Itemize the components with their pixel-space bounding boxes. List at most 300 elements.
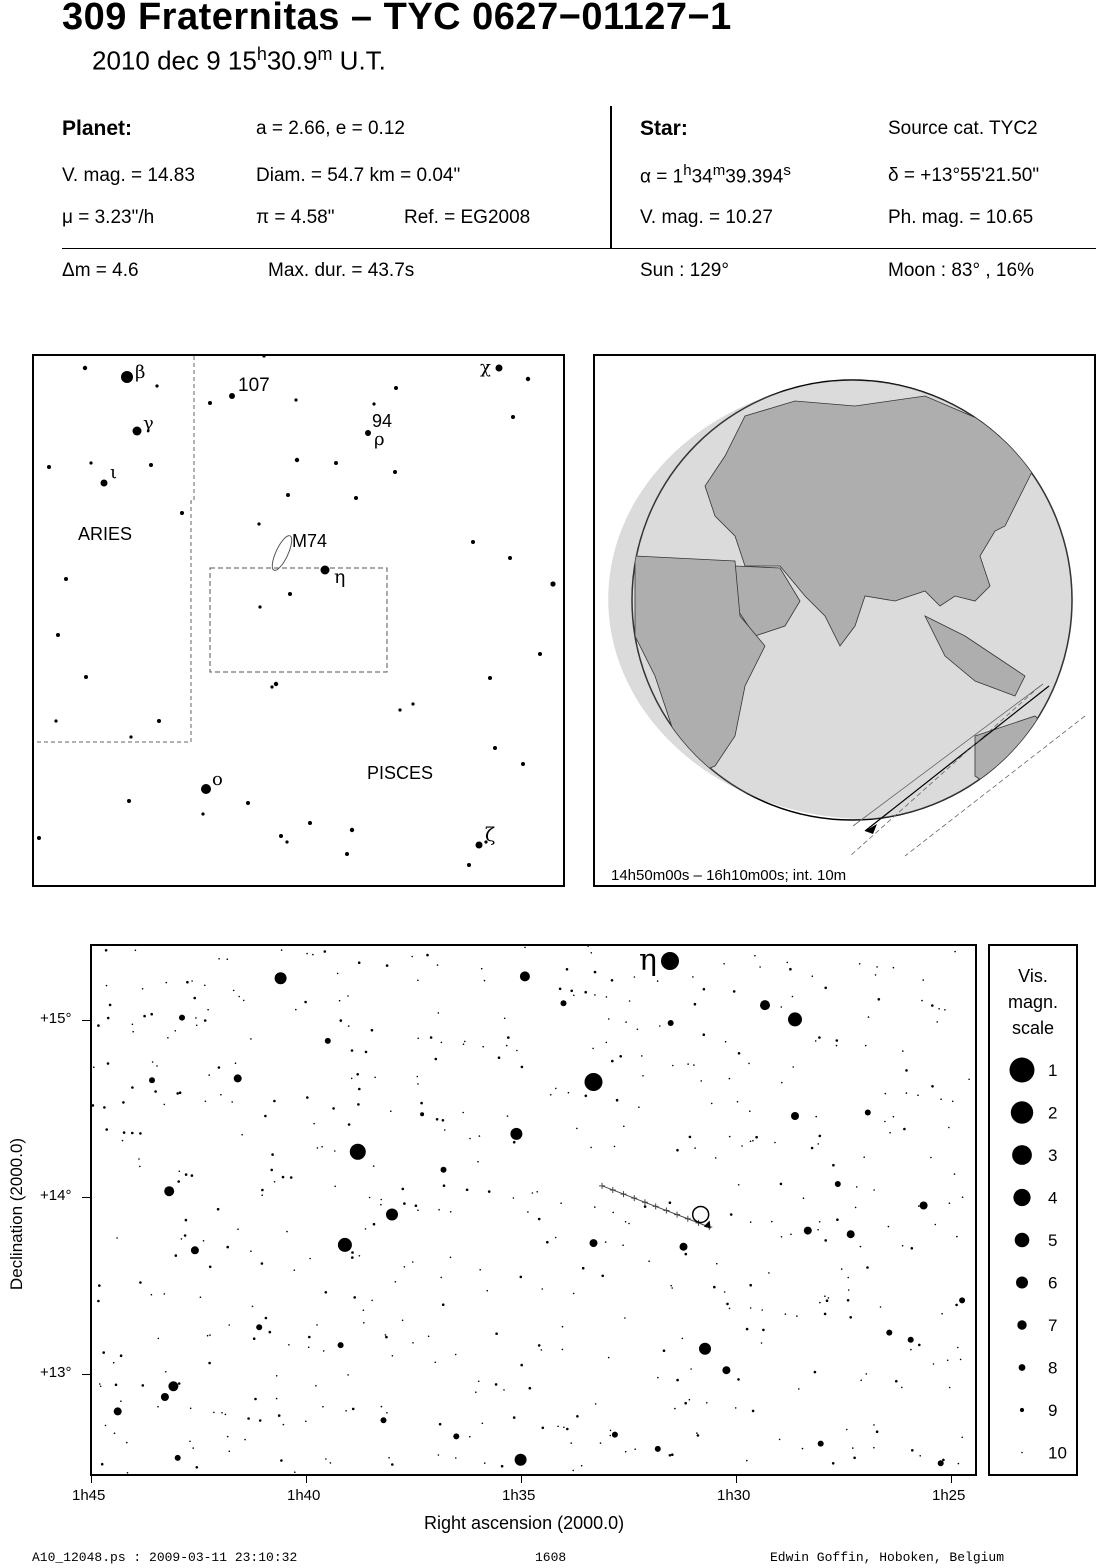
faint-star — [207, 1009, 209, 1011]
faint-star — [824, 987, 827, 990]
xtick-1h30: 1h30 — [717, 1487, 751, 1504]
faint-star — [814, 1371, 817, 1374]
legend-dot — [1021, 1452, 1023, 1454]
faint-star — [811, 1147, 814, 1150]
faint-star — [479, 1269, 481, 1271]
faint-star — [746, 1328, 749, 1331]
faint-star — [482, 1423, 484, 1425]
faint-star — [209, 1334, 211, 1336]
faint-star — [715, 1157, 717, 1159]
faint-star — [624, 1317, 626, 1319]
faint-star — [792, 996, 794, 998]
faint-star — [938, 1008, 940, 1010]
legend-label: 8 — [1048, 1358, 1058, 1378]
faint-star — [572, 1470, 574, 1472]
faint-star — [849, 1316, 852, 1319]
faint-star — [876, 1430, 879, 1433]
faint-star — [241, 1134, 243, 1136]
chart-star — [338, 1238, 352, 1252]
faint-star — [792, 1066, 794, 1068]
legend-dot — [1020, 1408, 1024, 1412]
faint-star — [902, 1245, 904, 1247]
faint-star — [484, 980, 486, 982]
label-m74: M74 — [292, 531, 328, 551]
chart-star — [175, 1455, 181, 1461]
track-tick — [663, 1208, 669, 1214]
faint-star — [905, 1069, 908, 1072]
header-rule — [62, 248, 1096, 249]
faint-star — [220, 1094, 222, 1096]
faint-star — [208, 1362, 211, 1365]
faint-star — [560, 1202, 562, 1204]
faint-star — [779, 1439, 781, 1441]
faint-star — [936, 1021, 938, 1023]
faint-star — [532, 1192, 534, 1194]
faint-star — [541, 1349, 543, 1351]
faint-star — [440, 1277, 442, 1279]
faint-star — [910, 1349, 912, 1351]
faint-star — [386, 1412, 388, 1414]
faint-star — [729, 1078, 731, 1080]
faint-star — [625, 1021, 627, 1023]
faint-star — [365, 1051, 368, 1054]
faint-star — [585, 1095, 588, 1098]
finder-chart — [34, 356, 563, 885]
faint-star — [901, 1387, 903, 1389]
faint-star — [961, 1437, 963, 1439]
faint-star — [587, 946, 589, 947]
faint-star — [139, 1132, 142, 1135]
faint-star — [235, 1062, 237, 1064]
track-tick — [599, 1183, 605, 1189]
faint-star — [527, 1211, 529, 1213]
chart-star — [338, 1342, 344, 1348]
track-tick — [621, 1191, 627, 1197]
chart-star — [234, 1074, 242, 1082]
faint-star — [781, 1082, 783, 1084]
faint-star — [437, 964, 439, 966]
faint-star — [703, 1033, 706, 1036]
faint-star — [120, 1354, 123, 1357]
faint-star — [752, 1410, 755, 1413]
faint-star — [594, 971, 597, 974]
alpha-minutes: 34 — [691, 166, 713, 188]
faint-star — [351, 1256, 354, 1259]
faint-star — [185, 1173, 188, 1176]
faint-star — [828, 1297, 830, 1299]
faint-star — [196, 1466, 199, 1469]
faint-star — [625, 1451, 627, 1453]
faint-star — [269, 1331, 272, 1334]
faint-star — [931, 1004, 934, 1007]
faint-star — [550, 1094, 552, 1096]
page-title: 309 Fraternitas – TYC 0627−01127−1 — [62, 0, 732, 38]
faint-star — [781, 1236, 783, 1238]
faint-star — [659, 1025, 661, 1027]
faint-star — [634, 976, 636, 978]
faint-star — [138, 1158, 140, 1160]
faint-star — [166, 982, 168, 984]
planet-motion: μ = 3.23"/h — [62, 207, 155, 228]
alpha-seconds: 39.394 — [725, 166, 784, 188]
faint-star — [824, 1295, 826, 1297]
faint-star — [192, 1447, 194, 1449]
legend-dot — [1013, 1189, 1030, 1206]
faint-star — [316, 1324, 318, 1326]
faint-star — [253, 1337, 256, 1340]
faint-star — [605, 1241, 607, 1243]
star-chart — [92, 946, 975, 1474]
legend-label: 6 — [1048, 1273, 1058, 1293]
faint-star — [185, 1219, 188, 1222]
faint-star — [334, 1150, 336, 1152]
faint-star — [903, 1128, 906, 1131]
faint-star — [949, 1202, 951, 1204]
faint-star — [317, 1147, 319, 1149]
faint-star — [498, 1056, 501, 1059]
faint-star — [563, 1427, 565, 1429]
alpha-h: h — [683, 162, 692, 179]
faint-star — [373, 1165, 375, 1167]
faint-star — [481, 968, 483, 970]
faint-star — [803, 1197, 805, 1199]
faint-star — [252, 1306, 254, 1308]
star-chart-panel — [90, 944, 977, 1476]
chart-star — [168, 1381, 178, 1391]
chart-star — [191, 1246, 199, 1254]
faint-star — [642, 1075, 644, 1077]
faint-star — [629, 1000, 631, 1002]
faint-star — [417, 980, 419, 982]
asteroid-track — [599, 1183, 712, 1230]
legend-dot — [1016, 1277, 1028, 1289]
faint-star — [114, 1432, 116, 1434]
faint-star — [817, 1229, 819, 1231]
faint-star — [716, 1263, 718, 1265]
legend-dot — [1019, 1364, 1026, 1371]
faint-star — [164, 1293, 166, 1295]
faint-star — [682, 1338, 684, 1340]
faint-star — [363, 1310, 365, 1312]
faint-star — [738, 1052, 741, 1055]
track-tick — [642, 1199, 648, 1205]
faint-star — [546, 1241, 549, 1244]
faint-star — [847, 1277, 849, 1279]
faint-star — [789, 968, 792, 971]
faint-star — [356, 1073, 359, 1076]
alpha-m: m — [712, 162, 726, 179]
max-duration: Max. dur. = 43.7s — [268, 260, 415, 281]
faint-star — [562, 1349, 564, 1351]
faint-star — [726, 1303, 729, 1306]
faint-star — [507, 1036, 510, 1039]
star-alpha — [640, 162, 791, 188]
faint-star — [559, 988, 562, 991]
faint-star — [218, 958, 220, 960]
faint-star — [176, 1092, 179, 1095]
faint-star — [156, 1065, 158, 1067]
legend-dot — [1017, 1320, 1026, 1329]
faint-star — [142, 1384, 145, 1387]
night-side — [608, 380, 1073, 819]
faint-star — [151, 1294, 153, 1296]
faint-star — [570, 1442, 572, 1444]
faint-star — [337, 973, 339, 975]
track-tick — [674, 1212, 680, 1218]
faint-star — [952, 1101, 954, 1103]
faint-star — [152, 1061, 154, 1063]
faint-star — [592, 1048, 594, 1050]
faint-star — [165, 1371, 167, 1373]
faint-star — [570, 990, 573, 993]
faint-star — [610, 1430, 612, 1432]
faint-star — [815, 1040, 817, 1042]
faint-star — [594, 1206, 596, 1208]
faint-star — [521, 1066, 524, 1069]
star-phmag: Ph. mag. = 10.65 — [888, 207, 1034, 228]
faint-star — [648, 1260, 650, 1262]
faint-star — [611, 979, 614, 982]
faint-star — [358, 961, 361, 964]
faint-star — [244, 1439, 246, 1441]
chart-star — [179, 1015, 185, 1021]
faint-star — [478, 1381, 480, 1383]
faint-star — [99, 1383, 101, 1385]
faint-star — [495, 1383, 498, 1386]
faint-star — [179, 1171, 181, 1173]
chart-star — [959, 1297, 965, 1303]
faint-star — [439, 1423, 442, 1426]
faint-star — [676, 1379, 679, 1382]
faint-star — [209, 1266, 212, 1269]
faint-star — [105, 1128, 108, 1131]
faint-star — [191, 1174, 194, 1177]
faint-star — [352, 1408, 355, 1411]
faint-star — [911, 1449, 914, 1452]
faint-star — [479, 1135, 481, 1137]
faint-star — [345, 1410, 347, 1412]
planet-diameter: Diam. = 54.7 km = 0.04" — [256, 165, 461, 186]
faint-star — [404, 1266, 406, 1268]
faint-star — [684, 1402, 687, 1405]
faint-star — [562, 1326, 564, 1328]
faint-star — [417, 1209, 419, 1211]
faint-star — [265, 1317, 268, 1320]
faint-star — [711, 1103, 713, 1105]
chart-star — [668, 1020, 674, 1026]
chart-star — [381, 1417, 387, 1423]
legend-label: 4 — [1048, 1188, 1058, 1208]
faint-star — [97, 1024, 100, 1027]
faint-star — [276, 1375, 278, 1377]
faint-star — [761, 1309, 763, 1311]
footer-page: 1608 — [535, 1550, 567, 1565]
label-107: 107 — [238, 375, 270, 396]
faint-star — [200, 1296, 202, 1298]
faint-star — [195, 1017, 197, 1019]
faint-star — [482, 1046, 484, 1048]
chart-star — [835, 1181, 841, 1187]
faint-star — [105, 949, 108, 952]
faint-star — [812, 975, 814, 977]
faint-star — [309, 1258, 311, 1260]
faint-star — [524, 947, 526, 949]
faint-star — [790, 1234, 792, 1236]
finder-chart-panel — [32, 354, 565, 887]
chart-star-eta — [661, 952, 679, 970]
faint-star — [663, 1349, 666, 1352]
faint-star — [802, 1448, 804, 1450]
faint-star — [750, 1307, 752, 1309]
faint-star — [380, 1199, 382, 1201]
faint-star — [771, 1221, 773, 1223]
chart-star — [791, 1112, 799, 1120]
faint-star — [921, 1000, 923, 1002]
faint-star — [218, 1066, 221, 1069]
faint-star — [942, 1459, 945, 1462]
faint-star — [357, 1103, 360, 1106]
xtick-1h35: 1h35 — [502, 1487, 536, 1504]
faint-star — [351, 1078, 353, 1080]
faint-star — [568, 1092, 570, 1094]
faint-star — [250, 1250, 252, 1252]
faint-star — [193, 997, 196, 1000]
footer-author: Edwin Goffin, Hoboken, Belgium — [770, 1550, 1005, 1565]
legend-label: 3 — [1048, 1146, 1058, 1165]
faint-star — [158, 1338, 160, 1340]
legend-dot — [1010, 1058, 1035, 1083]
faint-star — [841, 1268, 843, 1270]
faint-star — [750, 1141, 752, 1143]
faint-star — [131, 1132, 134, 1135]
faint-star — [520, 1276, 523, 1279]
faint-star — [487, 1290, 489, 1292]
faint-star — [308, 1347, 310, 1349]
faint-star — [191, 980, 193, 982]
faint-star — [304, 1001, 307, 1004]
star-iota — [101, 480, 108, 487]
faint-star — [746, 1460, 748, 1462]
faint-star — [288, 1344, 290, 1346]
faint-star — [97, 1300, 100, 1303]
faint-star — [92, 1104, 94, 1107]
ytick-14: +14° — [40, 1187, 72, 1204]
faint-star — [762, 1329, 765, 1332]
faint-star — [438, 1012, 440, 1014]
faint-star — [956, 1236, 958, 1238]
globe-panel — [593, 354, 1096, 887]
faint-star — [139, 1166, 141, 1168]
faint-star — [441, 1042, 443, 1044]
faint-star — [703, 988, 706, 991]
faint-star — [463, 1043, 465, 1045]
faint-star — [538, 1218, 541, 1221]
faint-star — [674, 1408, 676, 1410]
faint-star — [225, 1414, 227, 1416]
faint-star — [280, 1459, 283, 1462]
chart-star — [699, 1343, 711, 1355]
faint-star — [876, 966, 878, 968]
faint-star — [852, 1447, 854, 1449]
faint-star — [351, 1049, 354, 1052]
chart-star — [655, 1446, 661, 1452]
faint-star — [208, 1074, 210, 1076]
faint-star — [958, 1463, 960, 1465]
faint-star — [606, 996, 608, 998]
ytick-15: +15° — [40, 1010, 72, 1027]
faint-star — [503, 1389, 505, 1391]
faint-star — [109, 1004, 112, 1007]
star-beta — [121, 371, 133, 383]
label-omicron: o — [212, 769, 223, 790]
xtick-1h25: 1h25 — [932, 1487, 966, 1504]
star-source: Source cat. TYC2 — [888, 118, 1038, 139]
faint-star — [369, 1197, 371, 1199]
faint-star — [954, 951, 956, 953]
chart-star — [161, 1393, 169, 1401]
faint-star — [536, 1191, 538, 1193]
faint-star — [226, 1246, 229, 1249]
faint-star — [264, 1115, 267, 1118]
faint-star — [724, 1291, 726, 1293]
faint-star — [353, 1296, 356, 1299]
faint-star — [381, 1406, 383, 1408]
faint-star — [340, 1019, 343, 1022]
faint-star — [608, 1018, 610, 1020]
chart-star — [590, 1239, 598, 1247]
faint-star — [347, 995, 349, 997]
faint-star — [278, 1414, 281, 1417]
faint-star — [520, 1364, 523, 1367]
faint-star — [325, 1458, 327, 1460]
faint-star — [818, 1036, 821, 1039]
faint-star — [484, 1462, 486, 1464]
label-zeta: ζ — [485, 824, 496, 846]
faint-star — [196, 1025, 198, 1027]
faint-star — [625, 1221, 627, 1223]
legend-label: 9 — [1048, 1401, 1058, 1420]
faint-star — [785, 1313, 787, 1315]
faint-star — [941, 1313, 943, 1315]
track-tick — [653, 1203, 659, 1209]
chart-star — [453, 1433, 459, 1439]
faint-star — [866, 1266, 869, 1269]
faint-star — [853, 1457, 856, 1460]
faint-star — [181, 1238, 183, 1240]
chart-star — [325, 1038, 331, 1044]
faint-star — [933, 1363, 935, 1365]
planet-heading: Planet: — [62, 117, 133, 140]
chart-star — [680, 1243, 688, 1251]
faint-star — [948, 1127, 950, 1129]
faint-star — [637, 1029, 639, 1031]
faint-star — [315, 1385, 317, 1387]
faint-star — [324, 950, 327, 953]
faint-star — [150, 1013, 153, 1016]
faint-star — [321, 1146, 323, 1148]
faint-star — [135, 950, 137, 952]
faint-star — [385, 1336, 388, 1339]
faint-star — [918, 1205, 920, 1207]
star-zeta — [476, 842, 483, 849]
chart-star — [585, 1073, 603, 1091]
faint-star — [203, 1240, 205, 1242]
faint-star — [464, 1041, 466, 1043]
planet-orbit: a = 2.66, e = 0.12 — [256, 118, 405, 139]
faint-star — [294, 1471, 296, 1473]
star-chi — [496, 365, 503, 372]
faint-star — [261, 1194, 263, 1196]
